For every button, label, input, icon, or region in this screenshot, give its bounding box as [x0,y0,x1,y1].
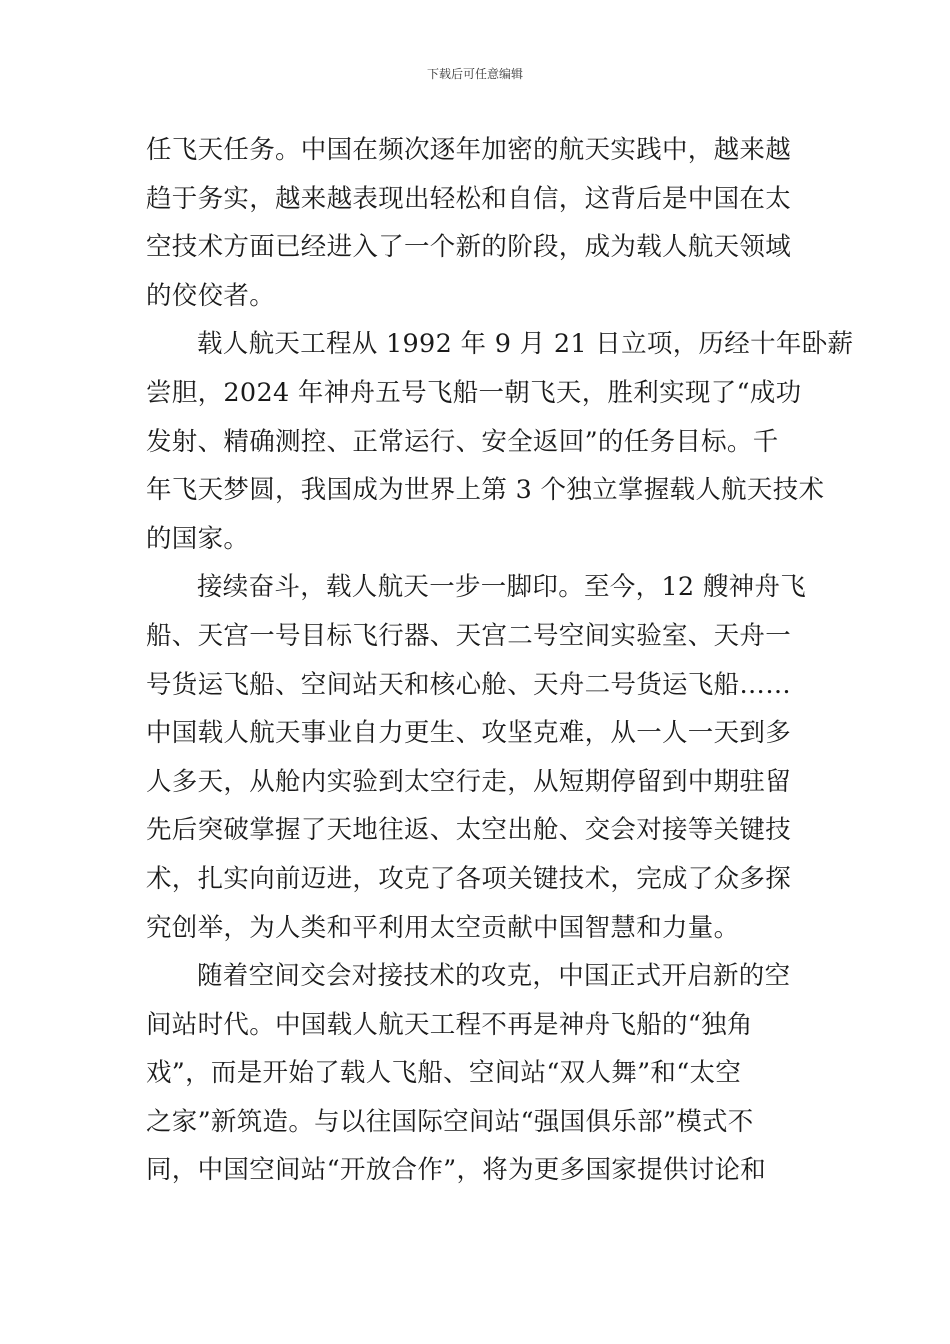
text-line: 中国载人航天事业自力更生、攻坚克难，从一人一天到多 [146,718,792,749]
page-header: 下载后可任意编辑 [426,67,523,81]
text-line: 载人航天工程从 1992 年 9 月 21 日立项，历经十年卧薪 [197,329,854,360]
text-line: 人多天，从舱内实验到太空行走，从短期停留到中期驻留 [146,766,792,797]
text-line: 先后突破掌握了天地往返、太空出舱、交会对接等关键技 [146,815,792,846]
text-line: 术，扎实向前迈进，攻克了各项关键技术，完成了众多探 [146,863,792,894]
text-line: 的国家。 [146,523,250,554]
text-line: 任飞天任务。中国在频次逐年加密的航天实践中，越来越 [146,135,792,165]
text-line: 船、天宫一号目标飞行器、天宫二号空间实验室、天舟一 [146,620,792,651]
text-line: 间站时代。中国载人航天工程不再是神舟飞船的“独角 [146,1009,753,1040]
text-line: 同，中国空间站“开放合作”，将为更多国家提供讨论和 [146,1155,767,1186]
text-line: 究创举，为人类和平利用太空贡献中国智慧和力量。 [146,912,740,943]
text-line: 发射、精确测控、正常运行、安全返回”的任务目标。千 [146,426,779,457]
text-line: 接续奋斗，载人航天一步一脚印。至今，12 艘神舟飞 [197,572,807,603]
text-line: 号货运飞船、空间站天和核心舱、天舟二号货运飞船…… [146,669,792,700]
text-line: 之家”新筑造。与以往国际空间站“强国俱乐部”模式不 [146,1106,754,1137]
text-line: 年飞天梦圆，我国成为世界上第 3 个独立掌握载人航天技术 [146,475,825,506]
text-line: 的佼佼者。 [146,280,276,311]
text-line: 空技术方面已经进入了一个新的阶段，成为载人航天领域 [146,232,792,263]
text-line: 随着空间交会对接技术的攻克，中国正式开启新的空 [197,961,791,992]
text-line: 尝胆，2024 年神舟五号飞船一朝飞天，胜利实现了“成功 [146,377,802,408]
text-line: 趋于务实，越来越表现出轻松和自信，这背后是中国在太 [146,183,792,214]
document-body [146,126,854,1195]
text-line: 戏”，而是开始了载人飞船、空间站“双人舞”和“太空 [146,1058,742,1089]
